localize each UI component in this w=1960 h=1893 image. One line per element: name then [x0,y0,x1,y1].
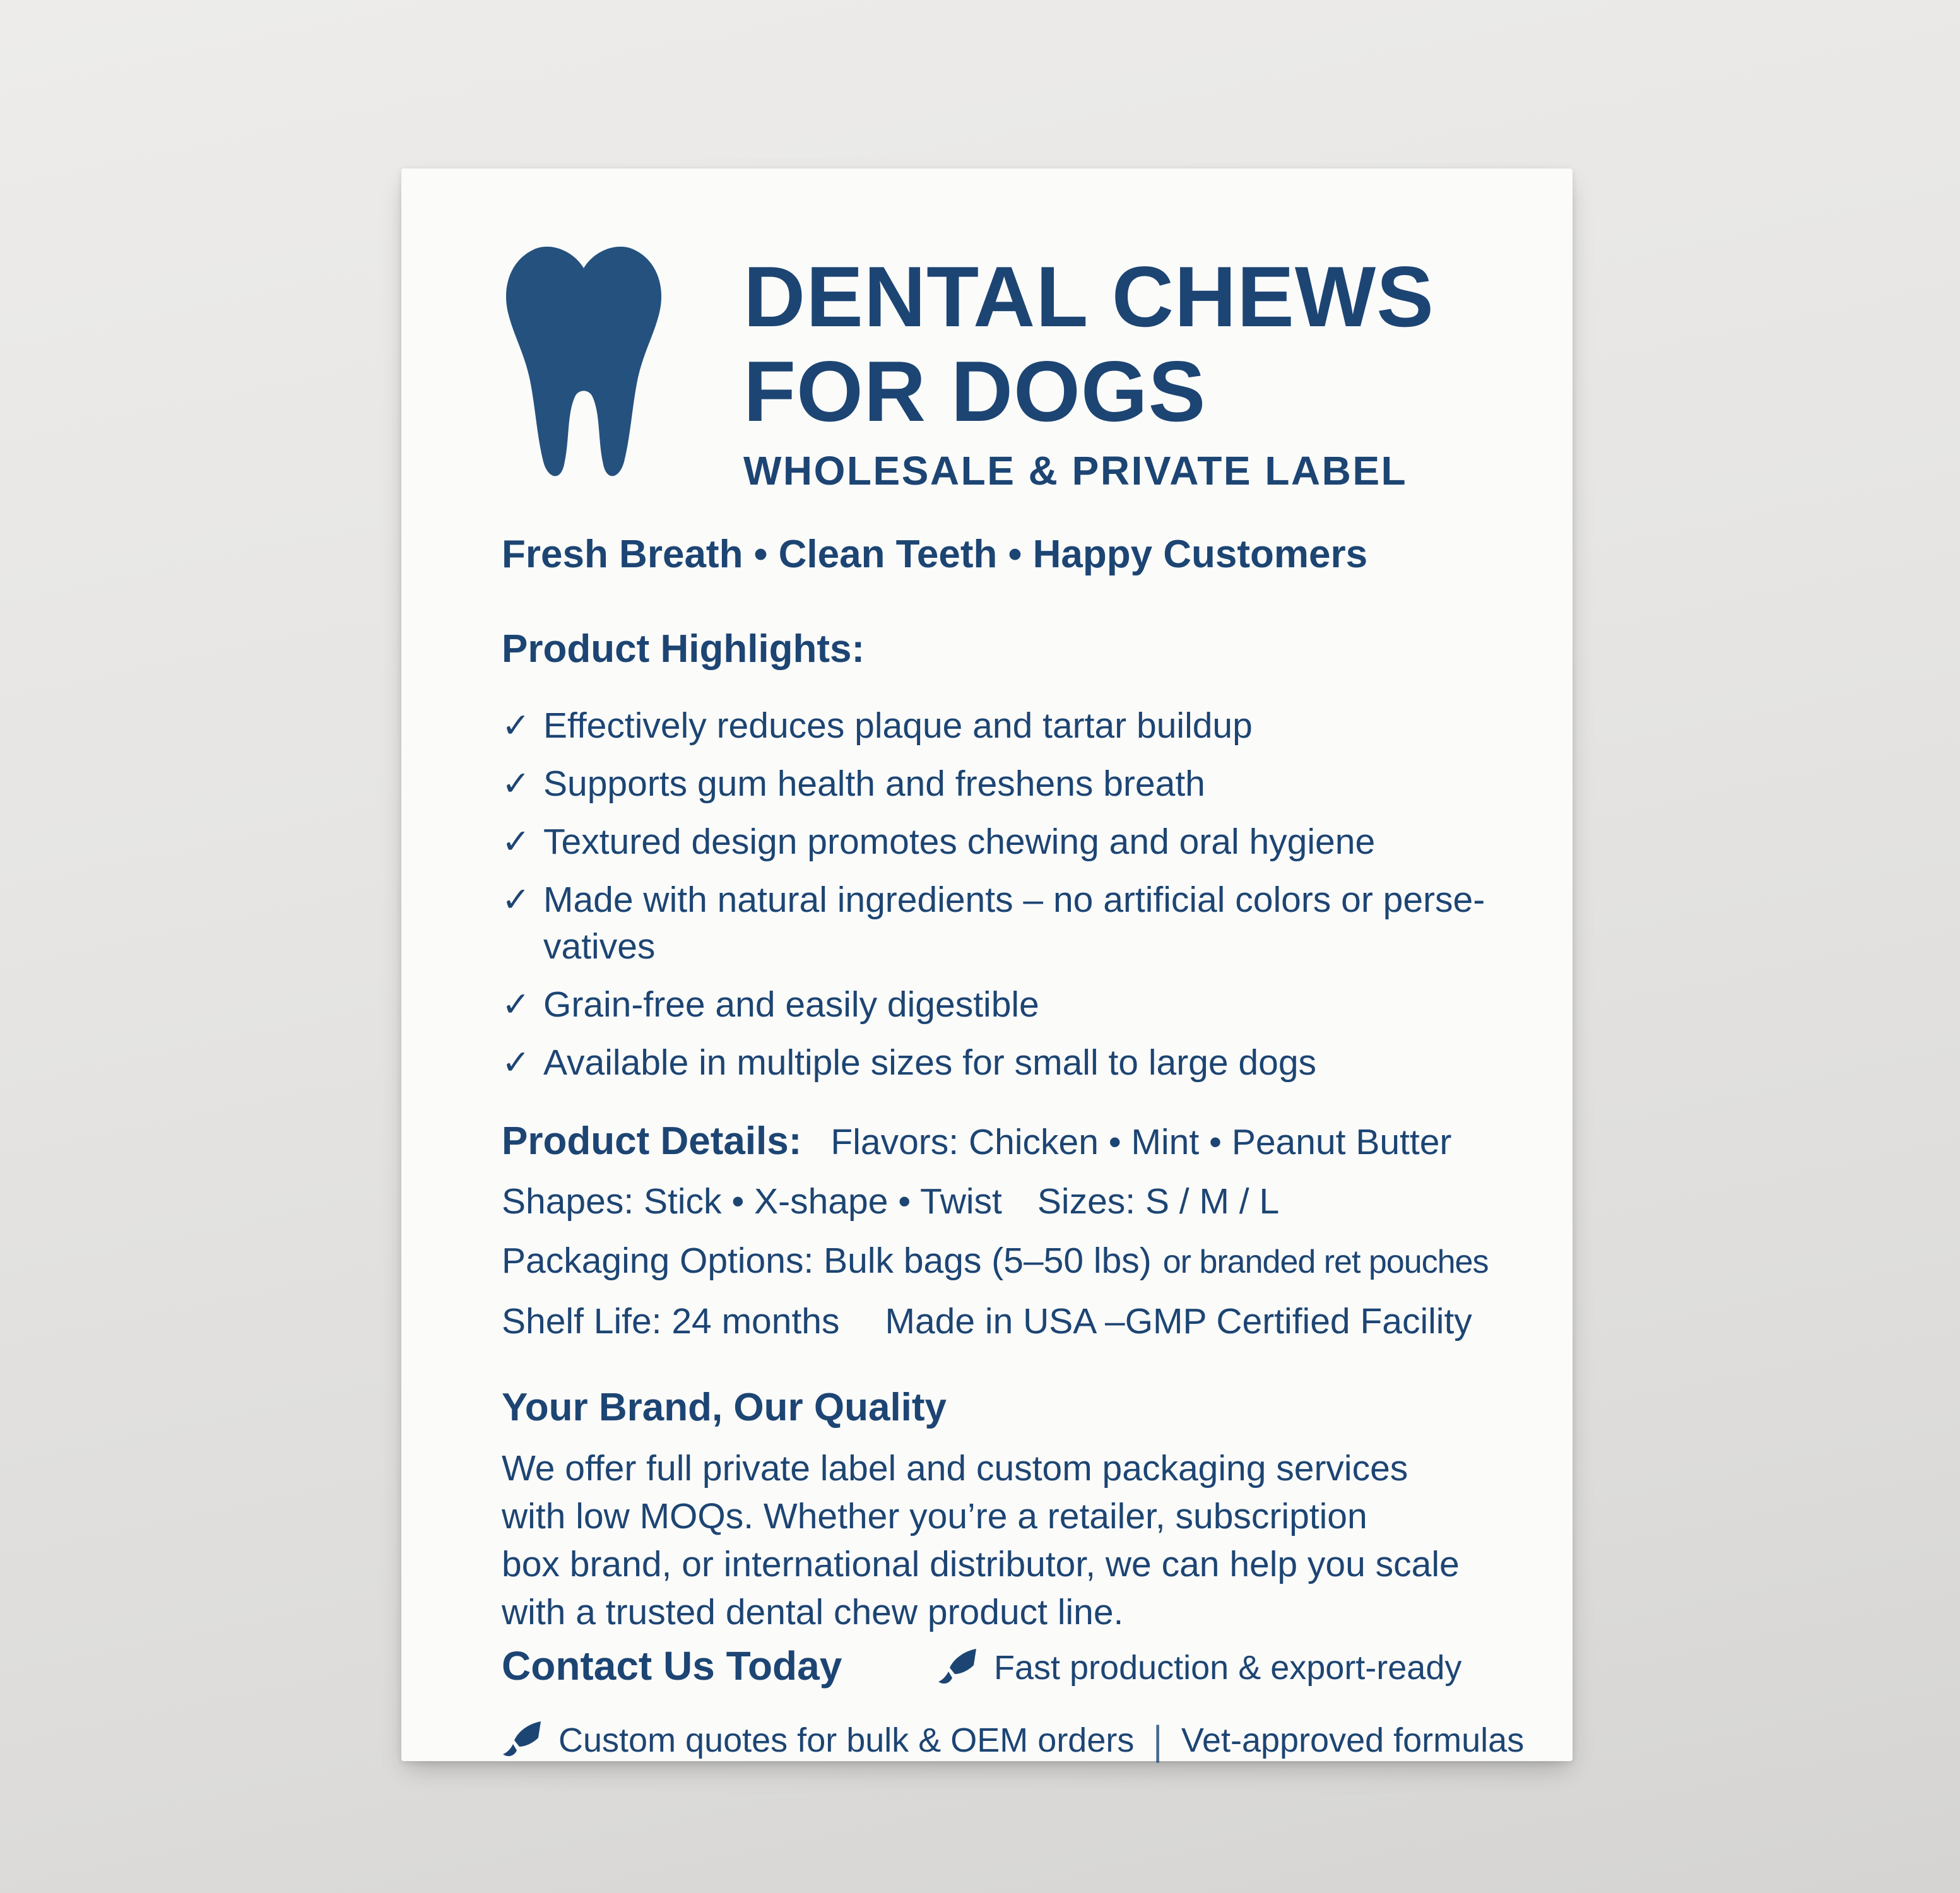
page-title-line2: FOR DOGS [743,343,1207,439]
list-item [502,1039,1485,1086]
page-title-line1: DENTAL CHEWS [743,249,1434,345]
subtitle: WHOLESALE & PRIVATE LABEL [743,448,1408,493]
contact-item-fast-production [937,1648,1461,1688]
details-line-flavors [502,1119,1488,1163]
list-item [502,981,1485,1028]
tooth-logo-icon [495,242,673,493]
details-sizes: Sizes: S / M / L [1037,1181,1280,1222]
highlight-text: Grain-free and easily digestible [543,984,1039,1025]
contact-item-label: Custom quotes for bulk & OEM orders [558,1721,1135,1759]
check-icon: ✓ [502,986,531,1023]
details-flavors: Flavors: Chicken • Mint • Peanut Butter [830,1122,1452,1162]
megaphone-launch-icon [502,1720,542,1760]
highlights-heading: Product Highlights: [502,627,865,671]
details-heading: Product Details: [502,1119,802,1163]
paragraph-line: with low MOQs. Whether you’re a retailer, subscription [502,1496,1367,1536]
contact-row-1 [502,1642,1537,1699]
check-icon: ✓ [502,823,531,861]
check-icon: ✓ [502,1044,531,1082]
tagline: Fresh Breath • Clean Teeth • Happy Customers [502,533,1368,576]
list-item [502,818,1485,865]
details-packaging-suffix: or branded ret pouches [1162,1244,1489,1280]
product-details-block [502,1119,1489,1362]
check-icon: ✓ [502,765,531,803]
paragraph-line: with a trusted dental chew product line. [502,1592,1124,1632]
brand-paragraph [502,1444,1460,1636]
paragraph-line: box brand, or international distributor, we can help you scale [502,1544,1460,1584]
contact-item-label: Fast production & export-ready [994,1649,1462,1687]
contact-heading: Contact Us Today [502,1643,842,1689]
list-item [502,702,1485,749]
list-item [502,876,1485,970]
list-item [502,760,1485,807]
highlight-text: Supports gum health and freshens breath [543,764,1205,804]
paragraph-line: We offer full private label and custom packaging services [502,1448,1408,1489]
divider-bar: | [1153,1717,1162,1763]
highlight-text: Effectively reduces plaque and tartar buildup [543,705,1253,746]
check-icon: ✓ [502,707,531,745]
flyer-card [401,168,1573,1761]
contact-item-label: Vet-approved formulas [1181,1721,1525,1759]
highlight-text: Textured design promotes chewing and oral hygiene [543,822,1376,862]
contact-row-2 [502,1717,1525,1763]
megaphone-launch-icon [937,1648,977,1688]
details-shapes: Shapes: Stick • X-shape • Twist [502,1181,1002,1222]
details-shelf-life: Shelf Life: 24 months [502,1301,840,1342]
highlights-list [502,702,1485,1097]
highlight-text: Made with natural ingredients – no artificial colors or perse- vatives [543,880,1485,967]
details-packaging: Packaging Options: Bulk bags (5–50 lbs) [502,1241,1152,1281]
details-line-packaging [502,1242,1488,1281]
header-block [743,249,1434,494]
details-line-shapes-sizes [502,1182,1488,1220]
details-made-in: Made in USA –GMP Certified Facility [885,1301,1472,1342]
check-icon: ✓ [502,881,531,919]
brand-heading: Your Brand, Our Quality [502,1386,947,1429]
details-line-shelf-made [502,1302,1488,1340]
highlight-text: Available in multiple sizes for small to large dogs [543,1042,1317,1083]
